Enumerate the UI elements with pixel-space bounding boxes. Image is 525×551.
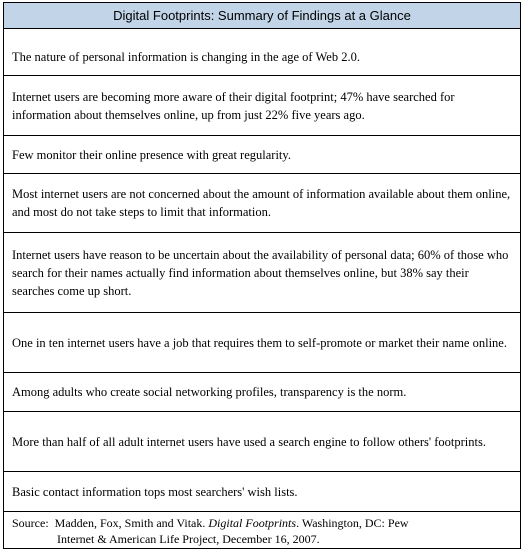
finding-row	[4, 313, 520, 373]
finding-text: The nature of personal information is changing in the age of Web 2.0.	[12, 50, 360, 64]
finding-text: Most internet users are not concerned about the amount of information available about them online, and most do not take steps to limit that information.	[12, 187, 511, 219]
finding-row	[4, 472, 520, 512]
source-title: Digital Footprints	[208, 516, 297, 530]
source-prefix: Source: Madden, Fox, Smith and Vitak.	[12, 516, 209, 530]
source-line-1	[12, 515, 514, 531]
findings-table	[3, 2, 521, 549]
finding-text: Few monitor their online presence with great regularity.	[12, 147, 291, 162]
finding-text: Basic contact information tops most searchers' wish lists.	[12, 484, 298, 499]
finding-text: Among adults who create social networking profiles, transparency is the norm.	[12, 385, 407, 399]
finding-text: More than half of all adult internet users have used a search engine to follow others' footprints.	[12, 434, 486, 449]
finding-text: Internet users have reason to be uncertain about the availability of personal data; 60% of those who search for their names actually find information about themselves online, but 38% say their searches come up short.	[12, 247, 509, 298]
source-line-2: Internet & American Life Project, December 16, 2007.	[57, 532, 320, 546]
finding-row	[4, 373, 520, 412]
finding-row	[4, 174, 520, 233]
finding-row	[4, 76, 520, 136]
finding-row	[4, 233, 520, 313]
finding-row	[4, 136, 520, 174]
table-title: Digital Footprints: Summary of Findings at a Glance	[4, 3, 520, 29]
finding-text: One in ten internet users have a job that requires them to self-promote or market their name online.	[12, 335, 507, 350]
source-citation	[4, 512, 520, 549]
finding-row	[4, 39, 520, 76]
finding-row	[4, 412, 520, 472]
finding-text: Internet users are becoming more aware of their digital footprint; 47% have searched for information about themselves online, up from just 22% five years ago.	[12, 89, 455, 122]
source-suffix: . Washington, DC: Pew	[296, 516, 409, 530]
